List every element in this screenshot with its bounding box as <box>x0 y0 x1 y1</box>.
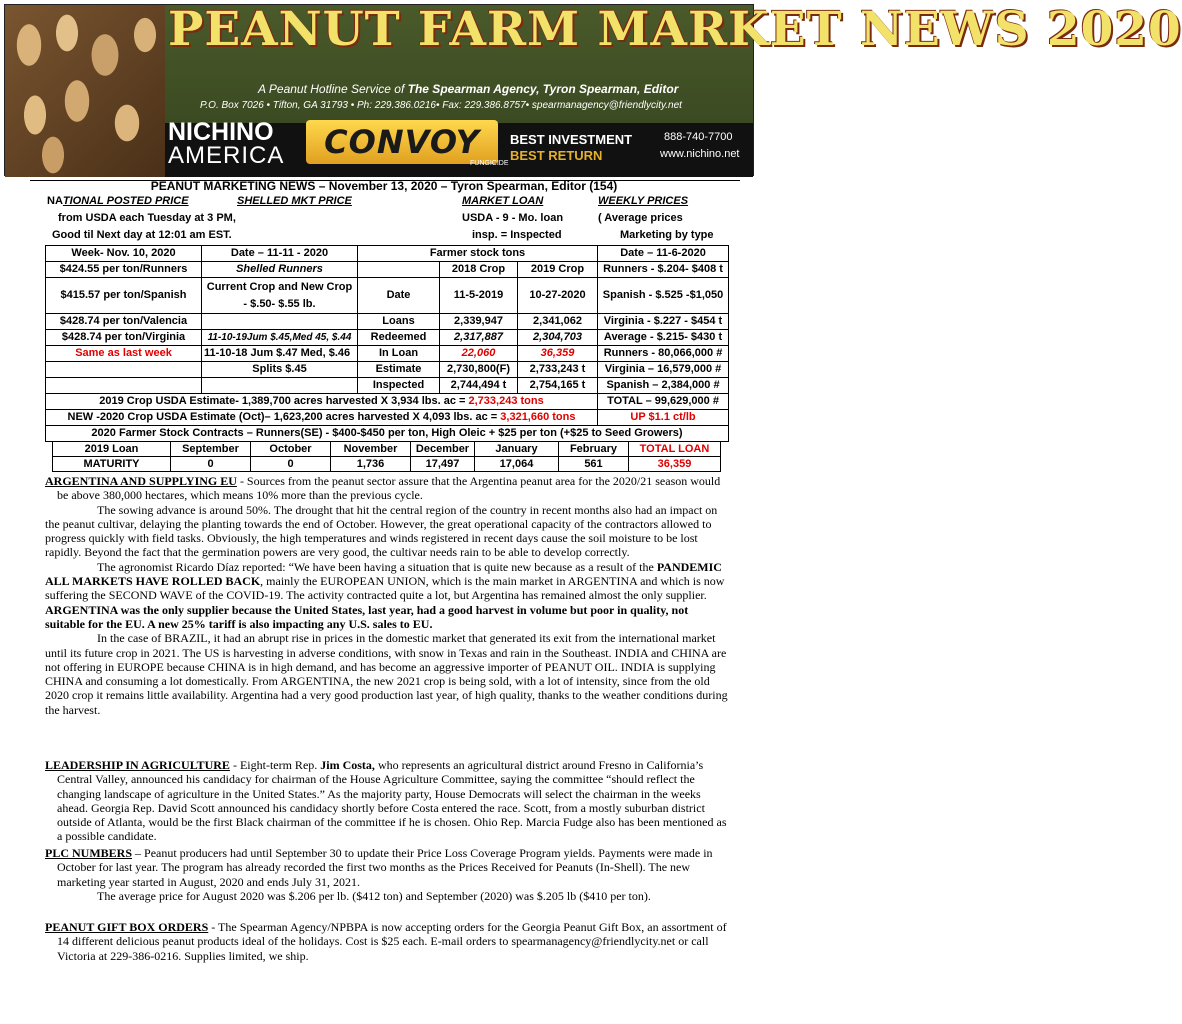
article-text: - Eight-term Rep. <box>229 758 321 772</box>
table-cell: UP $1.1 ct/lb <box>598 410 729 426</box>
table-row <box>46 362 729 378</box>
article-text: - Sources from the peanut sector assure that the Argentina peanut area for the 2020/21 season would be above 380,000 hectares, which means 10% more than the previous cycle. <box>57 474 721 503</box>
table-cell: 22,060 <box>440 346 518 362</box>
table-cell: 17,064 <box>475 457 559 472</box>
table-row <box>46 314 729 330</box>
article-text: who represents an agricultural district around Fresno in California’s Central Valley, announced his candidacy for chairman of the House Agriculture Committee, saying the committee “should reflect the changing landscape of agriculture in the United States.” As the majority party, House Democrats will select the chairman in the weeks ahead. Georgia Rep. David Scott announced his candidacy shortly before Costa entered the race. Scott, from a mostly suburban district outside of Atlanta, would be the first Black chairman of the committee if he is chosen. Ohio Rep. Marcia Fudge also has been mentioned as a possible candidate. <box>57 758 727 844</box>
usda-2019-estimate <box>46 394 598 410</box>
table-cell: Spanish – 2,384,000 # <box>598 378 729 394</box>
article-paragraph: The average price for August 2020 was $.206 per lb. ($412 ton) and September (2020) was $.205 lb ($410 per ton). <box>97 888 651 903</box>
table-row <box>46 262 729 278</box>
table-cell: $424.55 per ton/Runners <box>46 262 202 278</box>
table-row <box>46 410 729 426</box>
usda-2019-text: 2019 Crop USDA Estimate- 1,389,700 acres harvested X 3,934 lbs. ac = <box>99 395 469 407</box>
ad-best-investment: BEST INVESTMENT <box>510 132 633 147</box>
ad-phone: 888-740-7700 <box>664 131 733 143</box>
table-header: September <box>171 442 251 457</box>
article-paragraph <box>45 758 730 844</box>
hotline-editor: The Spearman Agency, Tyron Spearman, Editor <box>407 82 679 96</box>
table-row <box>53 457 721 472</box>
table-cell: 10-27-2020 <box>518 278 598 314</box>
article-heading: PEANUT GIFT BOX ORDERS <box>45 920 209 934</box>
hotline-prefix: A Peanut Hotline Service of <box>258 82 408 96</box>
table-cell: 2018 Crop <box>440 262 518 278</box>
table-cell <box>202 378 358 394</box>
table-cell: Date – 11-6-2020 <box>598 246 729 262</box>
header-na: NA <box>47 195 63 207</box>
loan-maturity-table <box>52 441 721 472</box>
table-cell: Loans <box>358 314 440 330</box>
table-cell: Date – 11-11 - 2020 <box>202 246 358 262</box>
table-row <box>46 246 729 262</box>
usda-tuesday-note: from USDA each Tuesday at 3 PM, <box>58 212 236 224</box>
table-cell: 2,754,165 t <box>518 378 598 394</box>
america-logo: AMERICA <box>168 142 285 169</box>
article-paragraph <box>45 560 730 631</box>
article-leadership <box>45 758 730 844</box>
table-cell: 2019 Crop <box>518 262 598 278</box>
table-cell: TOTAL – 99,629,000 # <box>598 394 729 410</box>
nichino-logo: NICHINO <box>168 118 274 146</box>
usda-2020-tons: 3,321,660 tons <box>500 411 576 423</box>
table-cell: 2,317,887 <box>440 330 518 346</box>
ad-best-return: BEST RETURN <box>510 148 603 163</box>
inspected-note: insp. = Inspected <box>472 229 562 241</box>
usda-2020-text: NEW -2020 Crop USDA Estimate (Oct)– 1,623,200 acres harvested X 4,093 lbs. ac = <box>67 411 501 423</box>
table-header: 2019 Loan <box>53 442 171 457</box>
table-cell: $428.74 per ton/Virginia <box>46 330 202 346</box>
market-news-title: PEANUT MARKETING NEWS – November 13, 2020 – Tyron Spearman, Editor (154) <box>150 179 618 193</box>
article-text: The agronomist Ricardo Díaz reported: “We have been having a situation that is quite new because as a result of the <box>97 559 657 574</box>
fungicide-label: FUNGICIDE <box>470 160 509 167</box>
peanut-photo <box>5 5 165 177</box>
table-row <box>46 378 729 394</box>
table-cell: Date <box>358 278 440 314</box>
table-cell <box>202 314 358 330</box>
article-paragraph <box>45 920 730 963</box>
table-row <box>46 394 729 410</box>
header-national: TIONAL POSTED PRICE <box>62 195 189 207</box>
table-cell: 11-10-18 Jum $.47 Med, $.46 <box>202 346 358 362</box>
table-row <box>46 278 729 314</box>
article-heading: PLC NUMBERS <box>45 846 133 860</box>
table-header: November <box>331 442 411 457</box>
convoy-logo: CONVOY <box>306 120 498 164</box>
table-cell: 2,733,243 t <box>518 362 598 378</box>
table-cell: 36,359 <box>518 346 598 362</box>
table-header: October <box>251 442 331 457</box>
table-cell: Average - $.215- $430 t <box>598 330 729 346</box>
table-cell: Redeemed <box>358 330 440 346</box>
marketing-type-note: Marketing by type <box>620 229 714 241</box>
table-cell: 2,744,494 t <box>440 378 518 394</box>
table-cell: Spanish - $.525 -$1,050 <box>598 278 729 314</box>
usda-2020-estimate <box>46 410 598 426</box>
article-emphasis: ARGENTINA was the only supplier because the United States, last year, had a good harvest in volume but poor in quality, not suitable for the EU. A new 25% tariff is also impacting any U.S. sales to EU. <box>45 602 689 631</box>
table-cell: Current Crop and New Crop - $.50- $.55 lb. <box>202 278 358 314</box>
table-cell: Farmer stock tons <box>358 246 598 262</box>
farmer-stock-contracts: 2020 Farmer Stock Contracts – Runners(SE) - $400-$450 per ton, High Oleic + $25 per ton (+$25 to Seed Growers) <box>46 426 729 442</box>
market-price-table <box>45 245 729 442</box>
table-cell: In Loan <box>358 346 440 362</box>
table-cell: 2,304,703 <box>518 330 598 346</box>
table-header: January <box>475 442 559 457</box>
article-heading: ARGENTINA AND SUPPLYING EU <box>45 474 237 488</box>
table-cell: 0 <box>251 457 331 472</box>
table-cell: 0 <box>171 457 251 472</box>
article-paragraph <box>45 474 730 503</box>
average-prices-note: ( Average prices <box>598 212 683 224</box>
table-cell: Same as last week <box>46 346 202 362</box>
article-text: - The Spearman Agency/NPBPA is now accepting orders for the Georgia Peanut Gift Box, an assortment of 14 different delicious peanut products ideal of the holidays. Cost is $25 each. E-mail orders to spearmanagency@friendlycity.net or call Victoria at 229-386-0216. Supplies limited, we ship. <box>57 920 727 963</box>
table-cell: 11-5-2019 <box>440 278 518 314</box>
article-emphasis: Jim Costa, <box>320 758 375 772</box>
table-cell: Estimate <box>358 362 440 378</box>
table-cell: Virginia – 16,579,000 # <box>598 362 729 378</box>
usda-loan-note: USDA - 9 - Mo. loan <box>462 212 564 224</box>
table-cell: $428.74 per ton/Valencia <box>46 314 202 330</box>
table-header: December <box>411 442 475 457</box>
table-cell <box>46 378 202 394</box>
article-paragraph: In the case of BRAZIL, it had an abrupt rise in prices in the domestic market that generated its exit from the international market until its future crop in 2021. The US is harvesting in adverse conditions, with snow in Texas and rain in the Southeast. INDIA and CHINA are not offering in EUROPE because CHINA is in high demand, and has become an aggressive importer of PEANUT OIL. INDIA is supplying CHINA and consuming a lot domestically. From ARGENTINA, the new 2021 crop is being sold, with a lot of intensity, since from the old 2020 crop it remains little availability. Argentina had a very good production last year, of high quality, thanks to the weather conditions during the harvest. <box>45 631 728 717</box>
article-plc <box>45 846 730 903</box>
table-row <box>53 442 721 457</box>
article-paragraph: The sowing advance is around 50%. The drought that hit the central region of the country in recent months also had an impact on the peanut cultivar, delaying the planting towards the end of October. However, the great operational capacity of the contractors allowed to progress quickly with field tasks. Obviously, the high temperatures and winds registered in recent days cause the soil moisture to be lost rapidly. Beyond the fact that the germination powers are very good, the cultivar needs rain to be able to develop correctly. <box>45 502 718 560</box>
hotline-line <box>258 82 678 96</box>
shelled-price-header: SHELLED MKT PRICE <box>237 195 352 207</box>
table-cell: 2,730,800(F) <box>440 362 518 378</box>
article-heading: LEADERSHIP IN AGRICULTURE <box>45 758 230 772</box>
newsletter-title: PEANUT FARM MARKET NEWS 2020 <box>168 2 1182 57</box>
table-cell: 561 <box>559 457 629 472</box>
table-cell: $415.57 per ton/Spanish <box>46 278 202 314</box>
article-gift-box <box>45 920 730 963</box>
table-cell: 2,341,062 <box>518 314 598 330</box>
table-row <box>46 346 729 362</box>
table-cell: 11-10-19Jum $.45,Med 45, $.44 <box>202 330 358 346</box>
market-loan-header: MARKET LOAN <box>462 195 544 207</box>
good-til-note: Good til Next day at 12:01 am EST. <box>52 229 232 241</box>
table-cell: Runners - 80,066,000 # <box>598 346 729 362</box>
usda-2019-tons: 2,733,243 tons <box>468 395 544 407</box>
article-paragraph <box>45 846 730 889</box>
table-cell: Inspected <box>358 378 440 394</box>
table-cell: 36,359 <box>629 457 721 472</box>
table-cell <box>358 262 440 278</box>
table-cell: 17,497 <box>411 457 475 472</box>
weekly-prices-header: WEEKLY PRICES <box>598 195 689 207</box>
table-header: February <box>559 442 629 457</box>
table-cell: Virginia - $.227 - $454 t <box>598 314 729 330</box>
article-argentina <box>45 474 730 717</box>
article-text: , mainly the EUROPEAN UNION, which is the main market in ARGENTINA and which is now suffering the SECOND WAVE of the COVID-19. The activity contracted quite a lot, but Argentina has remained almost the only supplier. <box>45 574 725 603</box>
table-cell: 1,736 <box>331 457 411 472</box>
contact-address: P.O. Box 7026 • Tifton, GA 31793 • Ph: 229.386.0216• Fax: 229.386.8757• spearmanagency@friendlycity.net <box>200 100 682 111</box>
table-cell: Splits $.45 <box>202 362 358 378</box>
table-cell: Runners - $.204- $408 t <box>598 262 729 278</box>
article-emphasis: PANDEMIC ALL MARKETS HAVE ROLLED BACK <box>45 559 722 589</box>
table-row <box>46 330 729 346</box>
table-row <box>46 426 729 442</box>
table-cell: Week- Nov. 10, 2020 <box>46 246 202 262</box>
table-cell: Shelled Runners <box>202 262 358 278</box>
table-cell <box>46 362 202 378</box>
table-header: TOTAL LOAN <box>629 442 721 457</box>
national-price-header <box>47 195 189 207</box>
table-cell: MATURITY <box>53 457 171 472</box>
ad-website[interactable]: www.nichino.net <box>660 148 740 160</box>
table-cell: 2,339,947 <box>440 314 518 330</box>
article-text: – Peanut producers had until September 30 to update their Price Loss Coverage Program yields. Payments were made in October for last year. The program has already recorded the first two months as the Prices Received for Peanuts (In-Shell). The new marketing year started in August, 2020 and ends July 31, 2021. <box>57 846 713 889</box>
